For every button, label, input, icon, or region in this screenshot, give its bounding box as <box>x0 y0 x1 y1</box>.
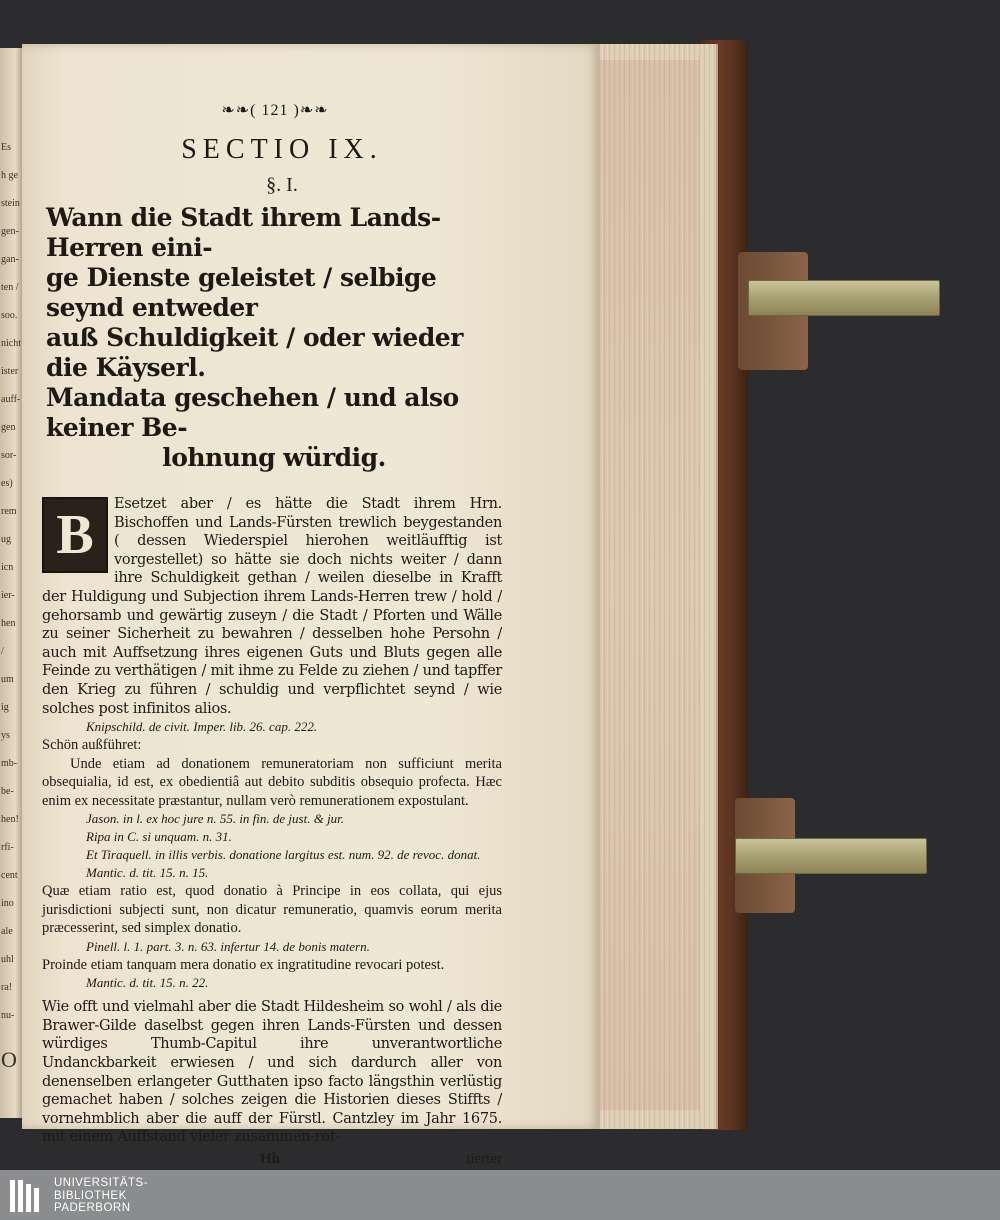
left-sliver-fragment: cent <box>1 870 18 881</box>
left-sliver-fragment: be- <box>1 786 14 797</box>
body-paragraph-1: Esetzet aber / es hätte die Stadt ihrem Hrn. Bischoffen und Lands-Fürsten trewlich beygestanden ( dessen Wiederspiel hierohen weitläufftig ist vorgestellet) so hätte sie doch nichts weiter / dann ihre Schuldigkeit gethan / weilen dieselbe in Krafft der Huldigung und Subjection ihrem Lands-Herren trew / hold / gehorsamb und gewärtig zuseyn / die Stadt / Pforten und Wälle zu seiner Sicherheit zu bewahren / desselben hohe Persohn / auch mit Auffsetzung ihres eigenen Guts und Bluts gegen alle Feinde zu verthätigen / mit ihme zu Felde zu ziehen / und tapffer den Krieg zu führen / schuldig und verpflichtet seynd / wie solches post infinitos alios. <box>42 496 502 717</box>
library-line-1: UNIVERSITÄTS- <box>54 1177 149 1189</box>
page-text-block <box>42 100 502 1173</box>
left-sliver-fragment: rfi- <box>1 842 14 853</box>
left-sliver-fragment: mb- <box>1 758 18 769</box>
citation-mantic-1: Mantic. d. tit. 15. n. 15. <box>86 865 209 881</box>
left-sliver-fragment: ier- <box>1 590 15 601</box>
left-sliver-fragment: hen! <box>1 814 19 825</box>
citation-tiraquell: Et Tiraquell. in illis verbis. donatione largitus est. num. 92. de revoc. donat. <box>86 847 481 863</box>
section-title: SECTIO IX. <box>181 134 383 165</box>
clasp-top <box>748 280 940 316</box>
citation-mantic-2: Mantic. d. tit. 15. n. 22. <box>86 975 209 991</box>
left-sliver-fragment: ino <box>1 898 14 909</box>
left-sliver-fragment: ig <box>1 702 9 713</box>
left-page-sliver <box>0 48 23 1118</box>
latin-passage-3: Proinde etiam tanquam mera donatio ex ingratitudine revocari potest. <box>42 956 445 973</box>
chapter-heading <box>46 203 502 473</box>
decorated-initial: B <box>42 497 108 573</box>
library-footer <box>0 1170 1000 1220</box>
page-number: ❧❧( 121 )❧❧ <box>221 102 329 119</box>
citation-ripa: Ripa in C. si unquam. n. 31. <box>86 829 232 845</box>
heading-line-3: auß Schuldigkeit / oder wieder die Käyserl. <box>46 323 463 382</box>
left-sliver-fragment: gan- <box>1 254 19 265</box>
heading-line-1: Wann die Stadt ihrem Lands-Herren eini- <box>46 203 441 262</box>
left-sliver-fragment: gen- <box>1 226 19 237</box>
heading-line-2: ge Dienste geleistet / selbige seynd entweder <box>46 263 437 322</box>
left-sliver-fragment: / <box>1 646 4 657</box>
left-sliver-fragment: soo. <box>1 310 18 321</box>
heading-line-4: Mandata geschehen / und also keiner Be- <box>46 383 459 442</box>
ornament-left-icon: ❧❧( <box>221 102 257 119</box>
left-sliver-fragment: nu- <box>1 1010 15 1021</box>
university-logo-icon <box>8 1178 48 1214</box>
left-sliver-fragment: rem <box>1 506 17 517</box>
left-sliver-fragment: ys <box>1 730 10 741</box>
library-line-3: PADERBORN <box>54 1202 131 1214</box>
citation-pinell: Pinell. l. 1. part. 3. n. 63. infertur 14. de bonis matern. <box>86 938 370 954</box>
left-sliver-fragment: ten / <box>1 282 19 293</box>
left-sliver-fragment: ug <box>1 534 11 545</box>
left-sliver-fragment: auff- <box>1 394 21 405</box>
left-sliver-fragment: gen <box>1 422 16 433</box>
body-paragraph-2: Wie offt und vielmahl aber die Stadt Hildesheim so wohl / als die Brawer-Gilde daselbst gegen ihren Lands-Fürsten und dessen würdiges Thumb-Capitul ihre unverantwortliche Undanckbarkeit erwiesen / und sich dardurch aller von denenselben erlangeter Gutthaten ipso facto längsthin verlüstig gemachet haben / solches zeigen die Historien dieses Stiffts / vornehmblich aber die auff der Fürstl. Cantzley im Jahr 1675. mit einem Auffstand vieler zusammen-rot- <box>42 999 502 1146</box>
left-sliver-fragment: sor- <box>1 450 17 461</box>
left-sliver-fragment: icn <box>1 562 14 573</box>
left-sliver-fragment: um <box>1 674 14 685</box>
left-sliver-fragment: ister <box>1 366 19 377</box>
latin-passage-1: Unde etiam ad donationem remuneratoriam non sufficiunt merita obsequialia, id est, ex obedientiâ aut debito subditis obsequio profecta. Hæc enim ex necessitate præstantur, nullam verò remunerationem expostulant. <box>42 755 502 809</box>
library-name <box>54 1177 148 1215</box>
left-sliver-fragment: Es <box>1 142 11 153</box>
citation-jason: Jason. in l. ex hoc jure n. 55. in fin. de just. & jur. <box>86 811 345 827</box>
citation-knipschild: Knipschild. de civit. Imper. lib. 26. cap. 222. <box>86 719 318 735</box>
signature-mark: Hh <box>260 1150 281 1167</box>
heading-line-5: lohnung würdig. <box>162 443 386 472</box>
left-sliver-fragment: es) <box>1 478 13 489</box>
left-sliver-fragment: hen <box>1 618 16 629</box>
left-sliver-fragment: ale <box>1 926 13 937</box>
page-edge-tint <box>600 60 700 1110</box>
paragraph-sign: §. I. <box>266 174 298 196</box>
left-sliver-fragment: ra! <box>1 982 13 993</box>
schoen-line: Schön außführet: <box>42 737 142 754</box>
latin-passage-2: Quæ etiam ratio est, quod donatio à Principe in eos collata, qui ejus jurisdictioni subjecti sunt, non dicatur remuneratio, quamvis eorum merita præcesserint, sed simplex donatio. <box>42 883 502 937</box>
left-sliver-fragment: stein <box>1 198 20 209</box>
library-line-2: BIBLIOTHEK <box>54 1189 127 1202</box>
left-sliver-fragment: h ge <box>1 170 18 181</box>
catchword: tierter <box>466 1150 502 1167</box>
ornament-right-icon: )❧❧ <box>293 102 329 119</box>
left-sliver-fragment: O <box>1 1047 17 1072</box>
clasp-bottom <box>735 838 927 874</box>
left-sliver-fragment: uhl <box>1 954 14 965</box>
opening-paragraph <box>42 495 502 718</box>
left-sliver-fragment: nicht <box>1 338 21 349</box>
